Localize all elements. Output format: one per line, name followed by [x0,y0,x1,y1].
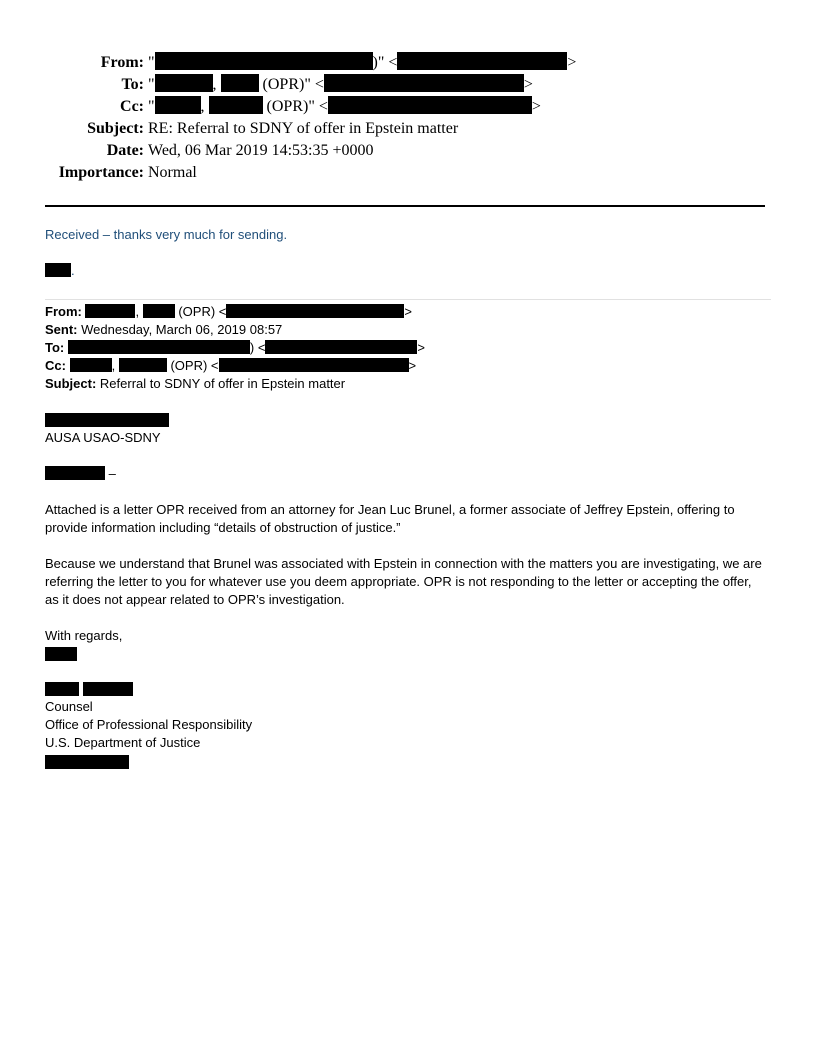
redaction-block [155,52,373,70]
header-importance-label: Importance: [58,164,144,181]
quoted-from-row: From: , (OPR) < > [45,304,412,319]
redaction-block [226,304,404,318]
sender-contact [45,754,129,772]
recipient-title: AUSA USAO-SDNY [45,430,161,445]
header-date-value: Wed, 06 Mar 2019 14:53:35 +0000 [148,142,374,159]
header-subject-value: RE: Referral to SDNY of offer in Epstein matter [148,120,459,137]
quoted-to-row: To: ) < > [45,340,426,355]
redaction-block [143,304,175,318]
redaction-block [85,304,135,318]
header-divider [45,205,765,207]
recipient-name [45,412,169,430]
redaction-block [45,413,169,427]
sender-department: U.S. Department of Justice [45,735,201,750]
redaction-block [155,96,201,114]
sender-signature [45,646,77,664]
redaction-block [45,466,105,480]
redaction-block [45,682,79,696]
header-importance-value: Normal [148,164,197,181]
body-paragraph-2: Because we understand that Brunel was associated with Epstein in connection with the matters you are investigating, we are referring the letter to you for whatever use you deem appropriate. OPR is not responding to the letter or accepting the offer, as it does not appear related to OPR’s investigation. [45,556,762,607]
sender-title: Counsel [45,699,93,714]
redaction-block [119,358,167,372]
reply-body-text: Received – thanks very much for sending. [45,227,288,242]
redaction-block [155,74,213,92]
redaction-block [83,682,133,696]
quoted-divider [45,299,771,300]
header-subject-label: Subject: [87,120,144,137]
quoted-sent-row: Sent: Wednesday, March 06, 2019 08:57 [45,322,283,337]
reply-signature: . [45,262,75,280]
greeting: – [45,465,116,483]
redaction-block [45,647,77,661]
redaction-block [45,755,129,769]
redaction-block [221,74,259,92]
redaction-block [45,263,71,277]
redaction-block [328,96,532,114]
redaction-block [397,52,567,70]
closing: With regards, [45,628,123,643]
redaction-block [70,358,112,372]
quoted-subject-row: Subject: Referral to SDNY of offer in Epstein matter [45,376,346,391]
redaction-block [324,74,524,92]
redaction-block [68,340,250,354]
header-date-label: Date: [106,142,144,159]
header-cc-label: Cc: [120,98,144,115]
header-from-label: From: [100,54,144,71]
quoted-cc-row: Cc: , (OPR) < > [45,358,417,373]
sender-office: Office of Professional Responsibility [45,717,253,732]
redaction-block [219,358,409,372]
body-paragraph-1: Attached is a letter OPR received from an attorney for Jean Luc Brunel, a former associate of Jeffrey Epstein, offering to provide information including “details of obstruction of justice.” [45,502,735,535]
header-to-label: To: [121,76,144,93]
redaction-block [265,340,417,354]
sender-name [45,681,133,699]
redaction-block [209,96,263,114]
